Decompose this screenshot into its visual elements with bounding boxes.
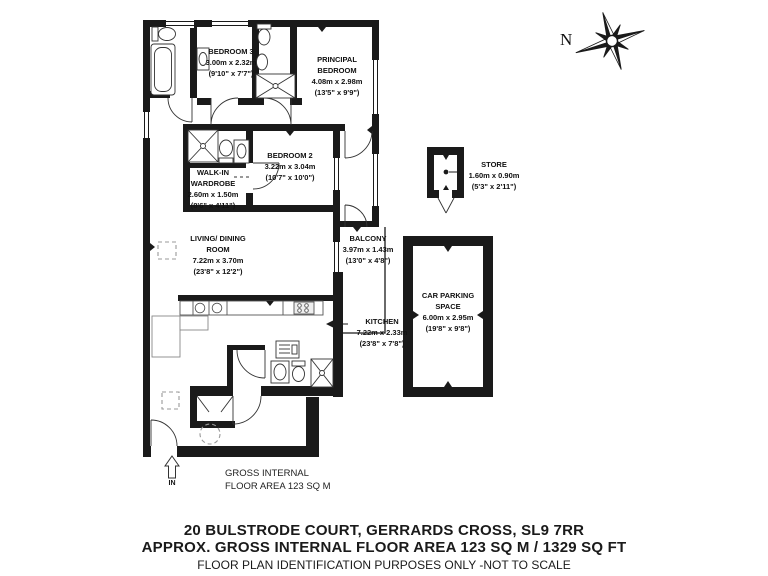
- room-label-store: STORE 1.60m x 0.90m (5'3" x 2'11"): [468, 160, 520, 191]
- kitchen-sink-icon: [212, 303, 222, 313]
- room-label-bedroom-2: BEDROOM 2 3.22m x 3.04m (10'7" x 10'0"): [264, 151, 316, 182]
- room-label-balcony: BALCONY 3.97m x 1.43m (13'0" x 4'8"): [342, 234, 394, 265]
- footer-disclaimer: FLOOR PLAN IDENTIFICATION PURPOSES ONLY -NOT TO SCALE: [197, 558, 571, 572]
- footer: [0, 522, 768, 572]
- room-label-walk-in-wardrobe: WALK-IN WARDROBE 2.60m x 1.50m (8'6" x 4'11"): [187, 168, 239, 210]
- bathtub-icon: [151, 44, 175, 95]
- kitchen-counter-return: [152, 316, 208, 357]
- shower-tray-icon: [311, 359, 333, 387]
- compass-rose-icon: [567, 2, 654, 81]
- kitchen-counter: [180, 301, 323, 315]
- toilet-icon: [292, 361, 305, 382]
- room-label-principal-bedroom: PRINCIPAL BEDROOM 4.08m x 2.98m (13'5" x 9'9"): [311, 55, 363, 97]
- toilet-icon: [219, 140, 233, 163]
- north-label: N: [560, 30, 573, 49]
- gross-internal-note: GROSS INTERNAL FLOOR AREA 123 SQ M: [225, 468, 331, 492]
- sink-icon: [234, 140, 249, 163]
- store-outline: [427, 147, 464, 198]
- shower-tray-icon: [188, 130, 218, 162]
- footer-address: 20 BULSTRODE COURT, GERRARDS CROSS, SL9 7RR: [183, 522, 585, 539]
- appliance-icon: [276, 341, 299, 358]
- entrance-arrow-icon: [165, 456, 179, 478]
- room-label-car-parking-space: CAR PARKING SPACE 6.00m x 2.95m (19'8" x 9'8"): [421, 291, 475, 333]
- room-label-living-dining-room: LIVING/ DINING ROOM 7.22m x 3.70m (23'8" x 12'2"): [190, 234, 246, 276]
- toilet-icon: [257, 24, 271, 45]
- sink-icon: [271, 361, 289, 383]
- hob-icon: [294, 302, 314, 314]
- footer-area: APPROX. GROSS INTERNAL FLOOR AREA 123 SQ M / 1329 SQ FT: [141, 539, 627, 556]
- toilet-icon: [152, 27, 176, 41]
- entrance-label: IN: [168, 480, 176, 487]
- room-label-bedroom-3: BEDROOM 3 3.00m x 2.32m (9'10" x 7'7"): [205, 47, 257, 78]
- room-label-kitchen: KITCHEN 7.22m x 2.33m (23'8" x 7'8"): [356, 317, 408, 348]
- kitchen-sink-icon: [195, 303, 205, 313]
